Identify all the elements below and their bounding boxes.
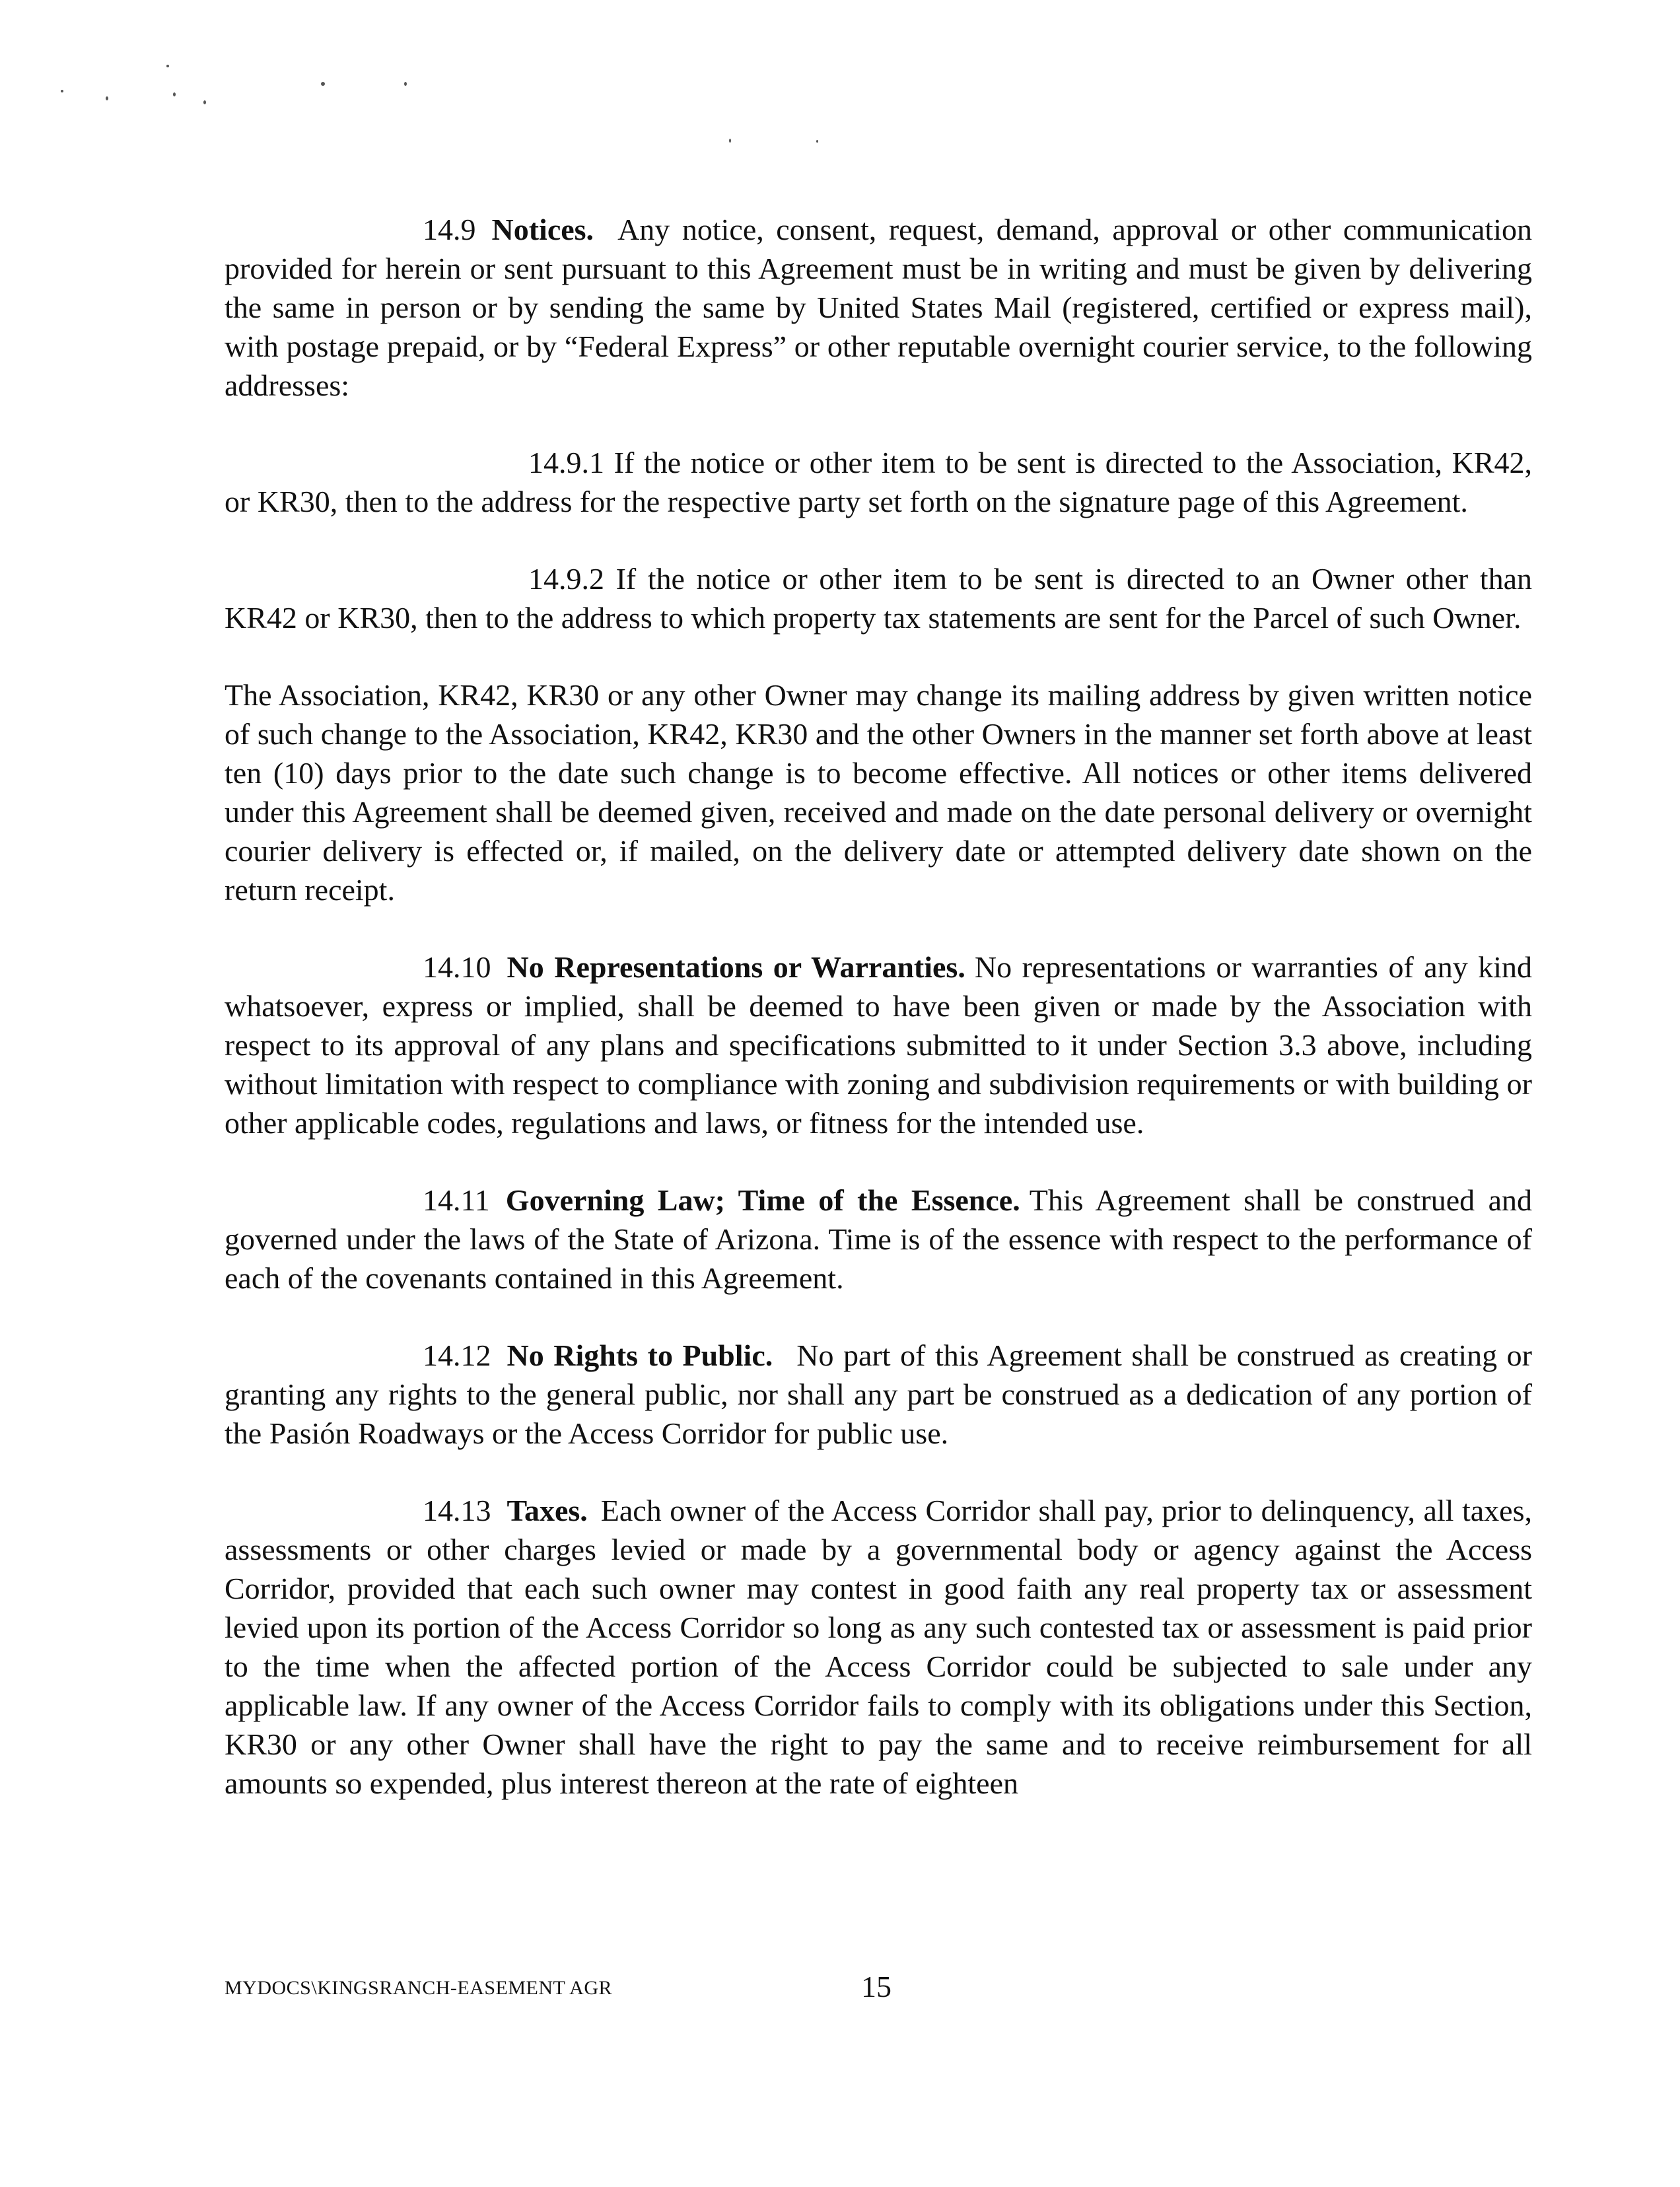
section-number: 14.9.1 [528,446,604,479]
section-text: No part of this Agreement shall be construed as creating or granting any rights to the general public, nor shall any part be construed as a dedication of any portion of the Pasión Roadways or the Access Corridor for public use. [225,1338,1532,1450]
section-number: 14.12 [423,1338,491,1372]
section-14-12 [225,1336,1532,1453]
section-14-13 [225,1491,1532,1803]
section-14-11 [225,1181,1532,1298]
scan-speck [321,82,325,86]
document-path: MYDOCS\KINGSRANCH-EASEMENT AGR [225,1977,613,1999]
document-body [225,210,1532,1841]
scan-speck [816,140,818,143]
section-heading: No Rights to Public. [507,1338,773,1372]
section-heading: No Representations or Warranties. [507,950,965,984]
section-number: 14.9 [423,213,476,246]
page-footer [225,1969,1532,2009]
section-text: Any notice, consent, request, demand, approval or other communication provided for herein or sent pursuant to this Agreement must be in writing and must be given by delivering the same in person or by sending the same by United States Mail (registered, certified or express mail), with postage prepaid, or by “Federal Express” or other reputable overnight courier service, to the following addresses: [225,213,1532,402]
section-number: 14.10 [423,950,491,984]
notices-paragraph [225,676,1532,909]
scan-speck [203,100,206,104]
section-14-9 [225,210,1532,405]
section-14-9-1 [225,443,1532,521]
section-text: Each owner of the Access Corridor shall pay, prior to delinquency, all taxes, assessments or other charges levied or made by a governmental body or agency against the Access Corridor, provided that each such owner may contest in good faith any real property tax or assessment levied upon its portion of the Access Corridor so long as any such contested tax or assessment is paid prior to the time when the affected portion of the Access Corridor could be subjected to sale under any applicable law. If any owner of the Access Corridor fails to comply with its obligations under this Section, KR30 or any other Owner shall have the right to pay the same and to receive reimbursement for all amounts so expended, plus interest thereon at the rate of eighteen [225,1494,1532,1800]
section-text: This Agreement shall be construed and governed under the laws of the State of Arizona. Time is of the essence with respect to the performance of each of the covenants contained in this Agreement. [225,1183,1532,1295]
section-number: 14.13 [423,1494,491,1527]
scan-speck [106,96,108,100]
section-text: If the notice or other item to be sent is directed to an Owner other than KR42 or KR30, then to the address to which property tax statements are sent for the Parcel of such Owner. [225,562,1532,635]
section-number: 14.11 [423,1183,490,1217]
section-14-9-2 [225,559,1532,637]
page-number: 15 [861,1970,892,2003]
scan-speck [166,65,169,67]
section-heading: Taxes. [507,1494,588,1527]
scan-speck [729,139,731,143]
section-heading: Governing Law; Time of the Essence. [505,1183,1020,1217]
section-text: No representations or warranties of any kind whatsoever, express or implied, shall be deemed to have been given or made by the Association with respect to its approval of any plans and specifications submitted to it under Section 3.3 above, including without limitation with respect to compliance with zoning and subdivision requirements or with building or other applicable codes, regulations and laws, or fitness for the intended use. [225,950,1532,1140]
section-number: 14.9.2 [528,562,604,596]
section-text: The Association, KR42, KR30 or any other Owner may change its mailing address by given written notice of such change to the Association, KR42, KR30 and the other Owners in the manner set forth above at least ten (10) days prior to the date such change is to become effective. All notices or other items delivered under this Agreement shall be deemed given, received and made on the date personal delivery or overnight courier delivery is effected or, if mailed, on the delivery date or attempted delivery date shown on the return receipt. [225,678,1532,907]
section-text: If the notice or other item to be sent is directed to the Association, KR42, or KR30, then to the address for the respective party set forth on the signature page of this Agreement. [225,446,1533,518]
section-heading: Notices. [491,213,594,246]
scan-speck [61,90,63,92]
scan-speck [173,92,176,96]
scan-speck [404,82,407,86]
section-14-10 [225,948,1532,1142]
